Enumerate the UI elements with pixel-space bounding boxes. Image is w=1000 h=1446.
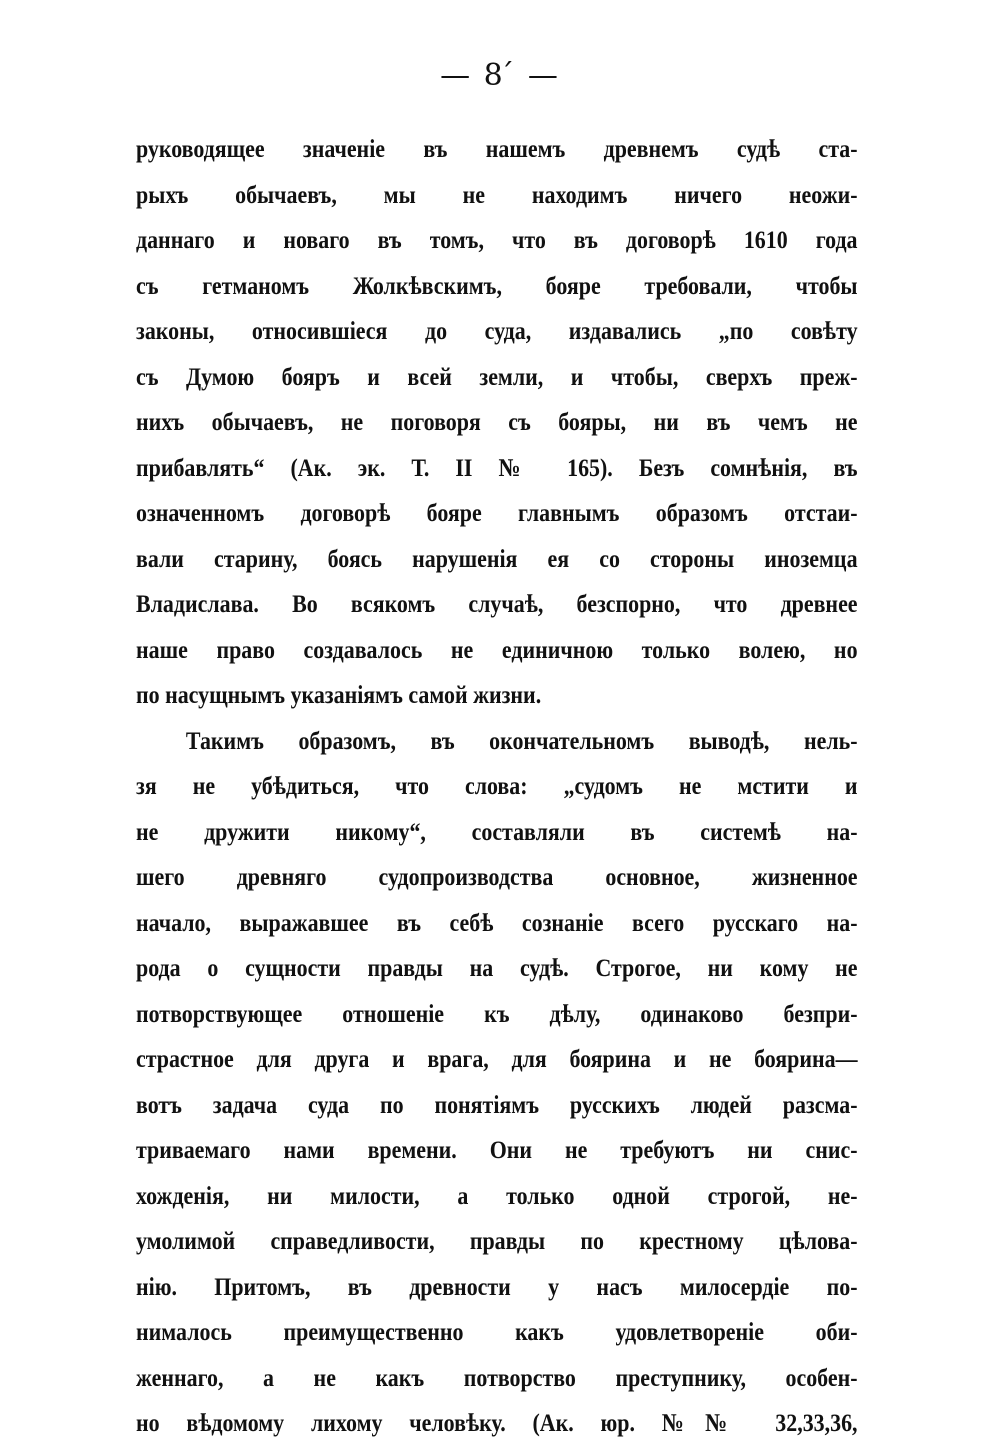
- text-line: нію. Притомъ, въ древности у насъ милосердіе по-: [136, 1271, 858, 1301]
- text-line: не дружити никому“, составляли въ системѣ на-: [136, 816, 858, 846]
- text-line: съ гетманомъ Жолкѣвскимъ, бояре требовали, чтобы: [136, 270, 858, 300]
- text-line: шего древняго судопроизводства основное, жизненное: [136, 862, 858, 891]
- text-line: означенномъ договорѣ бояре главнымъ образомъ отстаи-: [136, 498, 858, 527]
- text-line: но вѣдомому лихому человѣку. (Ак. юр. №№ 32,33,36,: [136, 1408, 858, 1437]
- paragraph-2: [136, 718, 858, 1446]
- body-text: [136, 126, 858, 1446]
- text-line: умолимой справедливости, правды по крестному цѣлова-: [136, 1226, 858, 1255]
- text-line: зя не убѣдиться, что слова: „судомъ не мстити и: [136, 771, 858, 800]
- text-line: триваемаго нами времени. Они не требуютъ ни снис-: [136, 1135, 858, 1164]
- text-line: наше право создавалось не единичною только волею, но: [136, 634, 858, 664]
- paragraph-1: [136, 126, 858, 718]
- text-line: прибавлять“ (Ак. эк. Т. II № 165). Безъ сомнѣнія, въ: [136, 452, 858, 482]
- text-line: вотъ задача суда по понятіямъ русскихъ людей разсма-: [136, 1089, 858, 1119]
- page-number: — 8 ́ —: [440, 58, 560, 93]
- text-line: рода о сущности правды на судѣ. Строгое, ни кому не: [136, 953, 858, 982]
- text-line: женнаго, а не какъ потворство преступнику, особен-: [136, 1362, 858, 1392]
- text-line: начало, выражавшее въ себѣ сознаніе всего русскаго на-: [136, 907, 858, 937]
- text-line: по насущнымъ указаніямъ самой жизни.: [136, 680, 542, 709]
- text-line: вали старину, боясь нарушенія ея со стороны иноземца: [136, 543, 858, 573]
- text-line: законы, относившіеся до суда, издавались „по совѣту: [136, 316, 858, 345]
- text-line: Такимъ образомъ, въ окончательномъ выводѣ, нель-: [185, 725, 858, 755]
- text-line: хожденія, ни милости, а только одной строгой, не-: [136, 1180, 858, 1210]
- text-line: Владислава. Во всякомъ случаѣ, безспорно, что древнее: [136, 589, 858, 618]
- text-line: страстное для друга и врага, для боярина и не боярина—: [136, 1044, 858, 1073]
- text-line: съ Думою бояръ и всей земли, и чтобы, сверхъ преж-: [136, 361, 858, 391]
- text-line: нихъ обычаевъ, не поговоря съ бояры, ни въ чемъ не: [136, 407, 858, 436]
- text-line: даннаго и новаго въ томъ, что въ договорѣ 1610 года: [136, 225, 858, 254]
- text-line: рыхъ обычаевъ, мы не находимъ ничего неожи-: [136, 179, 858, 209]
- text-line: руководящее значеніе въ нашемъ древнемъ судѣ ста-: [136, 134, 858, 163]
- text-line: нималось преимущественно какъ удовлетвореніе оби-: [136, 1317, 858, 1346]
- text-line: потворствующее отношеніе къ дѣлу, одинаково безпри-: [136, 998, 858, 1028]
